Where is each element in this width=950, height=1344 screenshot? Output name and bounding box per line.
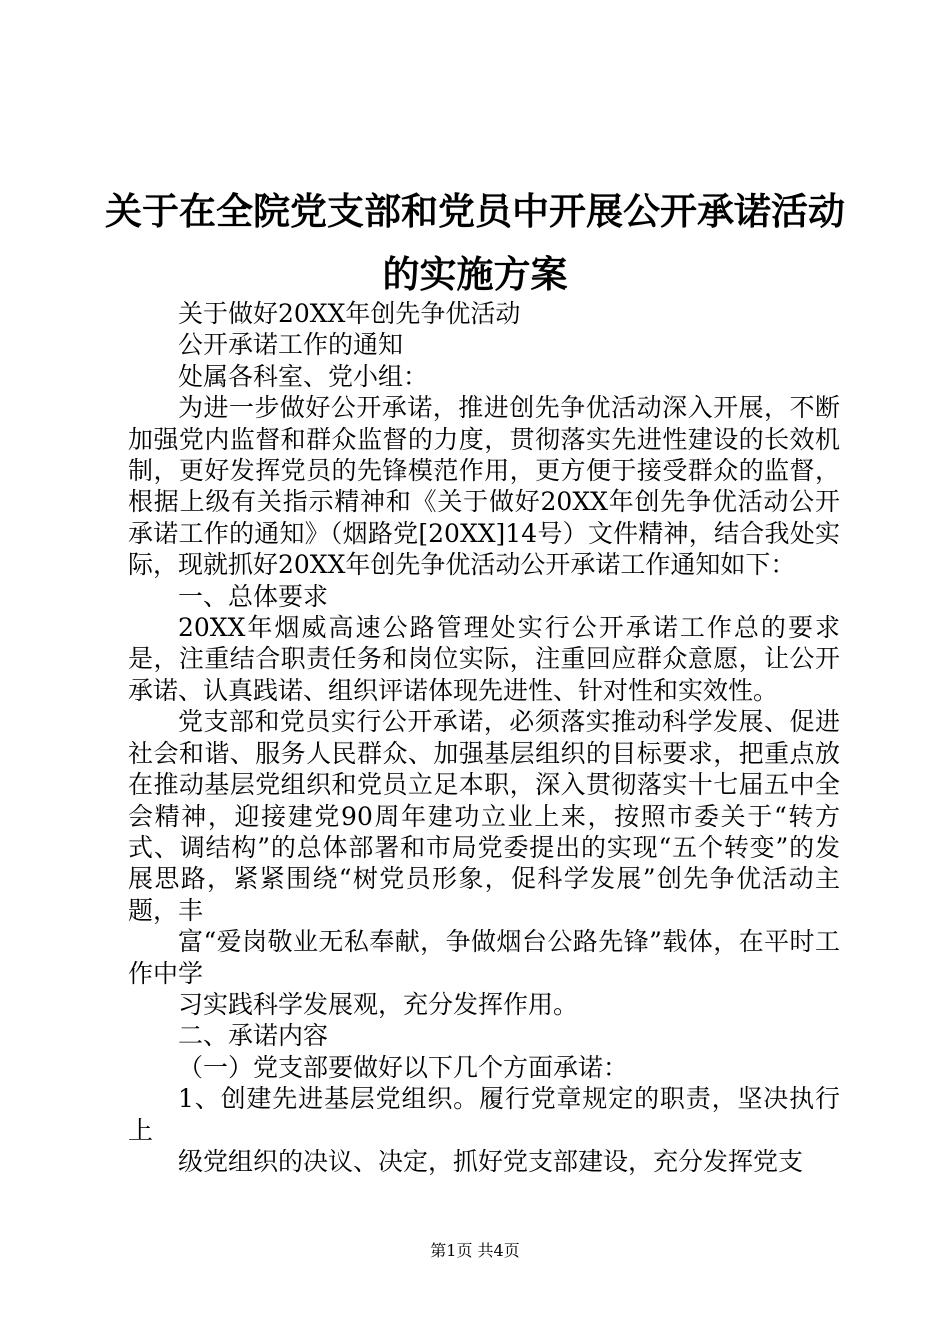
paragraph: 为进一步做好公开承诺，推进创先争优活动深入开展，不断加强党内监督和群众监督的力度，贯彻落实先进性建设的长效机制，更好发挥党员的先锋模范作用，更方便于接受群众的监督，根据上级有关指示精神和《关于做好20XX年创先争优活动公开承诺工作的通知》（烟路党[20XX]14号）文件精神，结合我处实际，现就抓好20XX年创先争优活动公开承诺工作通知如下： <box>128 393 840 580</box>
section-heading: 二、承诺内容 <box>178 1021 329 1051</box>
page-footer: 第1页 共4页 <box>430 1241 520 1260</box>
paragraph: 富“爱岗敬业无私奉献，争做烟台公路先锋”载体，在平时工作中学 <box>128 927 840 988</box>
title-line-1: 关于在全院党支部和党员中开展公开承诺活动 <box>105 190 845 233</box>
heading-line: 关于做好20XX年创先争优活动 <box>178 299 521 328</box>
heading-line: 公开承诺工作的通知 <box>178 330 404 360</box>
paragraph: 20XX年烟威高速公路管理处实行公开承诺工作总的要求是，注重结合职责任务和岗位实际，注重回应群众意愿，让公开承诺、认真践诺、组织评诺体现先进性、针对性和实效性。 <box>128 613 840 705</box>
title-line-2: 的实施方案 <box>382 253 568 296</box>
salutation: 处属各科室、党小组： <box>178 361 429 391</box>
paragraph: 1、创建先进基层党组织。履行党章规定的职责，坚决执行上 <box>128 1084 840 1145</box>
subsection-heading: （一）党支部要做好以下几个方面承诺： <box>178 1052 629 1082</box>
document-title <box>100 180 850 306</box>
paragraph: 级党组织的决议、决定，抓好党支部建设，充分发挥党支 <box>178 1146 804 1176</box>
paragraph: 习实践科学发展观，充分发挥作用。 <box>178 989 579 1019</box>
section-heading: 一、总体要求 <box>178 581 329 611</box>
document-body <box>128 298 840 1177</box>
paragraph: 党支部和党员实行公开承诺，必须落实推动科学发展、促进社会和谐、服务人民群众、加强基层组织的目标要求，把重点放在推动基层党组织和党员立足本职，深入贯彻落实十七届五中全会精神，迎接建党90周年建功立业上来，按照市委关于“转方式、调结构”的总体部署和市局党委提出的实现“五个转变”的发展思路，紧紧围绕“树党员形象，促科学发展”创先争优活动主题，丰 <box>128 707 840 925</box>
